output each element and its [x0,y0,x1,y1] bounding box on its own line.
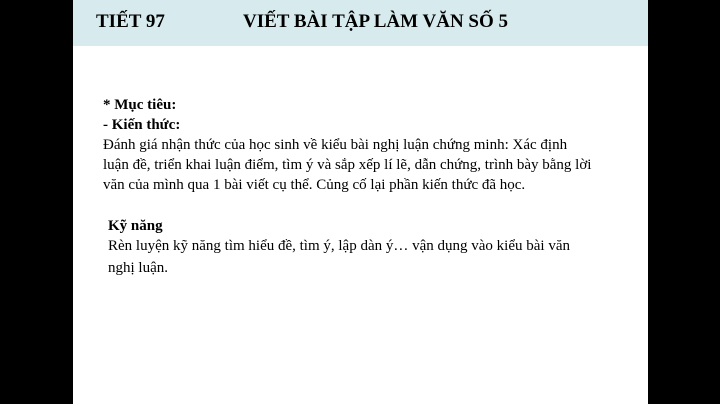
knowledge-line-3: văn của mình qua 1 bài viết cụ thể. Củng cố lại phần kiến thức đã học. [103,177,526,193]
lesson-title: VIẾT BÀI TẬP LÀM VĂN SỐ 5 [243,11,509,32]
objective-heading: * Mục tiêu: [103,97,177,113]
title-bar [73,0,648,46]
knowledge-heading: - Kiến thức: [103,117,181,133]
lesson-number: TIẾT 97 [96,11,165,32]
skill-line-1: Rèn luyện kỹ năng tìm hiểu đề, tìm ý, lập dàn ý… vận dụng vào kiểu bài văn [108,238,570,254]
knowledge-line-2: luận đề, triển khai luận điểm, tìm ý và sắp xếp lí lẽ, dẫn chứng, trình bày bằng lời [103,157,592,173]
knowledge-line-1: Đánh giá nhận thức của học sinh về kiểu bài nghị luận chứng minh: Xác định [103,137,568,153]
skill-heading: Kỹ năng [108,218,163,234]
skill-line-2: nghị luận. [108,260,168,276]
slide [73,0,648,404]
